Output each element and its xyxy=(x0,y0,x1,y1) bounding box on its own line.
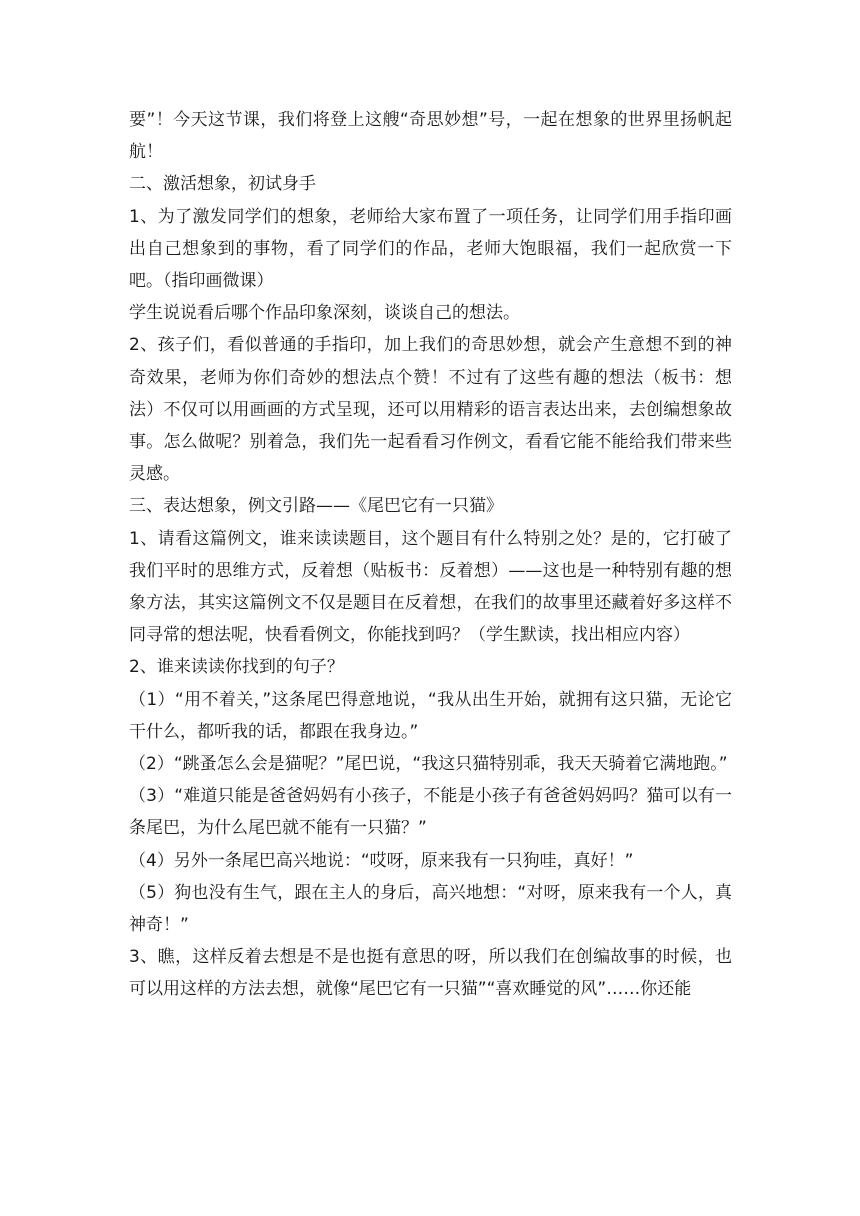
paragraph-3-1: 1、请看这篇例文，谁来读读题目，这个题目有什么特别之处？是的，它打破了我们平时的思维方式，反着想（贴板书：反着想）——这也是一种特别有趣的想象方法，其实这篇例文不仅是题目在反着想，在我们的故事里还藏着好多这样不同寻常的想法呢，快看看例文，你能找到吗？（学生默读，找出相应内容） xyxy=(129,528,732,646)
paragraph-student-talk: 学生说说看后哪个作品印象深刻，谈谈自己的想法。 xyxy=(129,303,520,324)
quote-5: （5）狗也没有生气，跟在主人的身后，高兴地想：“对呀，原来我有一个人，真神奇！” xyxy=(129,882,732,936)
document-body xyxy=(129,104,732,1006)
paragraph-2-2: 2、孩子们，看似普通的手指印，加上我们的奇思妙想，就会产生意想不到的神奇效果，老师为你们奇妙的想法点个赞！不过有了这些有趣的想法（板书：想法）不仅可以用画画的方式呈现，还可以用精彩的语言表达出来，去创编想象故事。怎么做呢？别着急，我们先一起看看习作例文，看看它能不能给我们带来些灵感。 xyxy=(129,335,732,485)
section-heading-2: 二、激活想象，初试身手 xyxy=(129,174,316,195)
quote-2: （2）“跳蚤怎么会是猫呢？”尾巴说，“我这只猫特别乖，我天天骑着它满地跑。” xyxy=(129,754,728,775)
quote-1: （1）“用不着关，”这条尾巴得意地说，“我从出生开始，就拥有这只猫，无论它干什么，都听我的话，都跟在我身边。” xyxy=(129,689,732,742)
section-heading-3: 三、表达想象，例文引路——《尾巴它有一只猫》 xyxy=(129,496,503,517)
quote-4: （4）另外一条尾巴高兴地说：“哎呀，原来我有一只狗哇，真好！” xyxy=(129,850,634,871)
paragraph-3-3: 3、瞧，这样反着去想是不是也挺有意思的呀，所以我们在创编故事的时候，也可以用这样的方法去想，就像“尾巴它有一只猫”“喜欢睡觉的风”……你还能 xyxy=(129,947,732,1000)
paragraph-2-1: 1、为了激发同学们的想象，老师给大家布置了一项任务，让同学们用手指印画出自己想象到的事物，看了同学们的作品，老师大饱眼福，我们一起欣赏一下吧。（指印画微课） xyxy=(129,206,732,292)
quote-3: （3）“难道只能是爸爸妈妈有小孩子，不能是小孩子有爸爸妈妈吗？猫可以有一条尾巴，为什么尾巴就不能有一只猫？” xyxy=(129,786,732,839)
paragraph-3-2: 2、谁来读读你找到的句子？ xyxy=(129,657,344,678)
paragraph-intro-ending: 要”！今天这节课，我们将登上这艘“奇思妙想”号，一起在想象的世界里扬帆起航！ xyxy=(129,110,732,163)
